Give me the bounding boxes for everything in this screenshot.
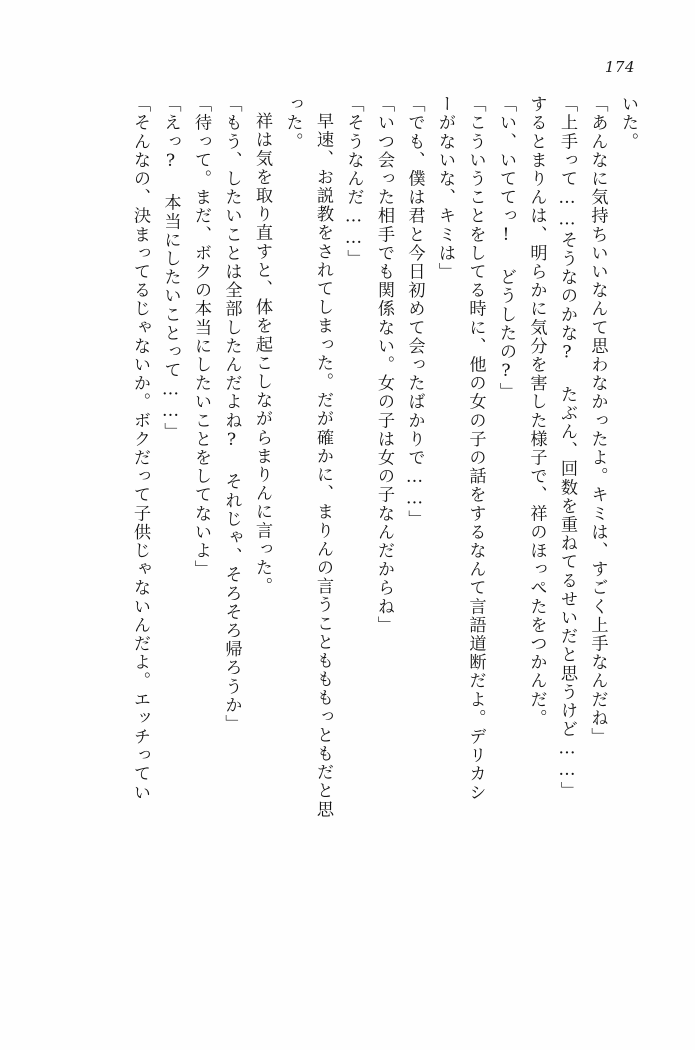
text-line: 「い、いててっ! どうしたの?」 (496, 95, 516, 401)
text-line: するとまりんは、明らかに気分を害した様子で、祥のほっぺたをつかんだ。 (526, 95, 547, 728)
text-line: 「そうなんだ……」 (343, 95, 364, 268)
text-line: いた。 (618, 95, 638, 151)
text-line: 「もう、したいことは全部したんだよね? それじゃ、そろそろ帰ろうか」 (221, 95, 242, 733)
text-line: 「待って。まだ、ボクの本当にしたいことをしてないよ」 (191, 95, 211, 579)
text-line: ーがないな、キミは」 (435, 95, 455, 281)
vertical-text-block (52, 95, 643, 990)
text-line: 「あんなに気持ちいいなんて思わなかったよ。キミは、すごく上手なんだね」 (587, 95, 608, 746)
text-line: 「そんなの、決まってるじゃないか。ボクだって子供じゃないんだよ。エッチってい (130, 95, 150, 802)
text-line: 「えっ? 本当にしたいことって……」 (160, 95, 181, 441)
text-line: 「でも、僕は君と今日初めて会ったばかりで……」 (404, 95, 425, 529)
text-line: 「上手って……そうなのかな? たぶん、回数を重ねてるせいだと思うけど……」 (557, 95, 577, 800)
text-line: 「いつ会った相手でも関係ない。女の子は女の子なんだからね」 (374, 95, 394, 635)
page-number: 174 (604, 58, 635, 76)
text-line: 早速、お説教をされてしまった。だが確かに、まりんの言うこともももっともだと思 (313, 112, 333, 819)
text-line: 「こういうことをしてる時に、他の女の子の話をするなんて言語道断だよ。デリカシ (465, 95, 486, 802)
text-line: った。 (282, 95, 303, 151)
text-line: 祥は気を取り直すと、体を起こしながらまりんに言った。 (252, 112, 272, 596)
